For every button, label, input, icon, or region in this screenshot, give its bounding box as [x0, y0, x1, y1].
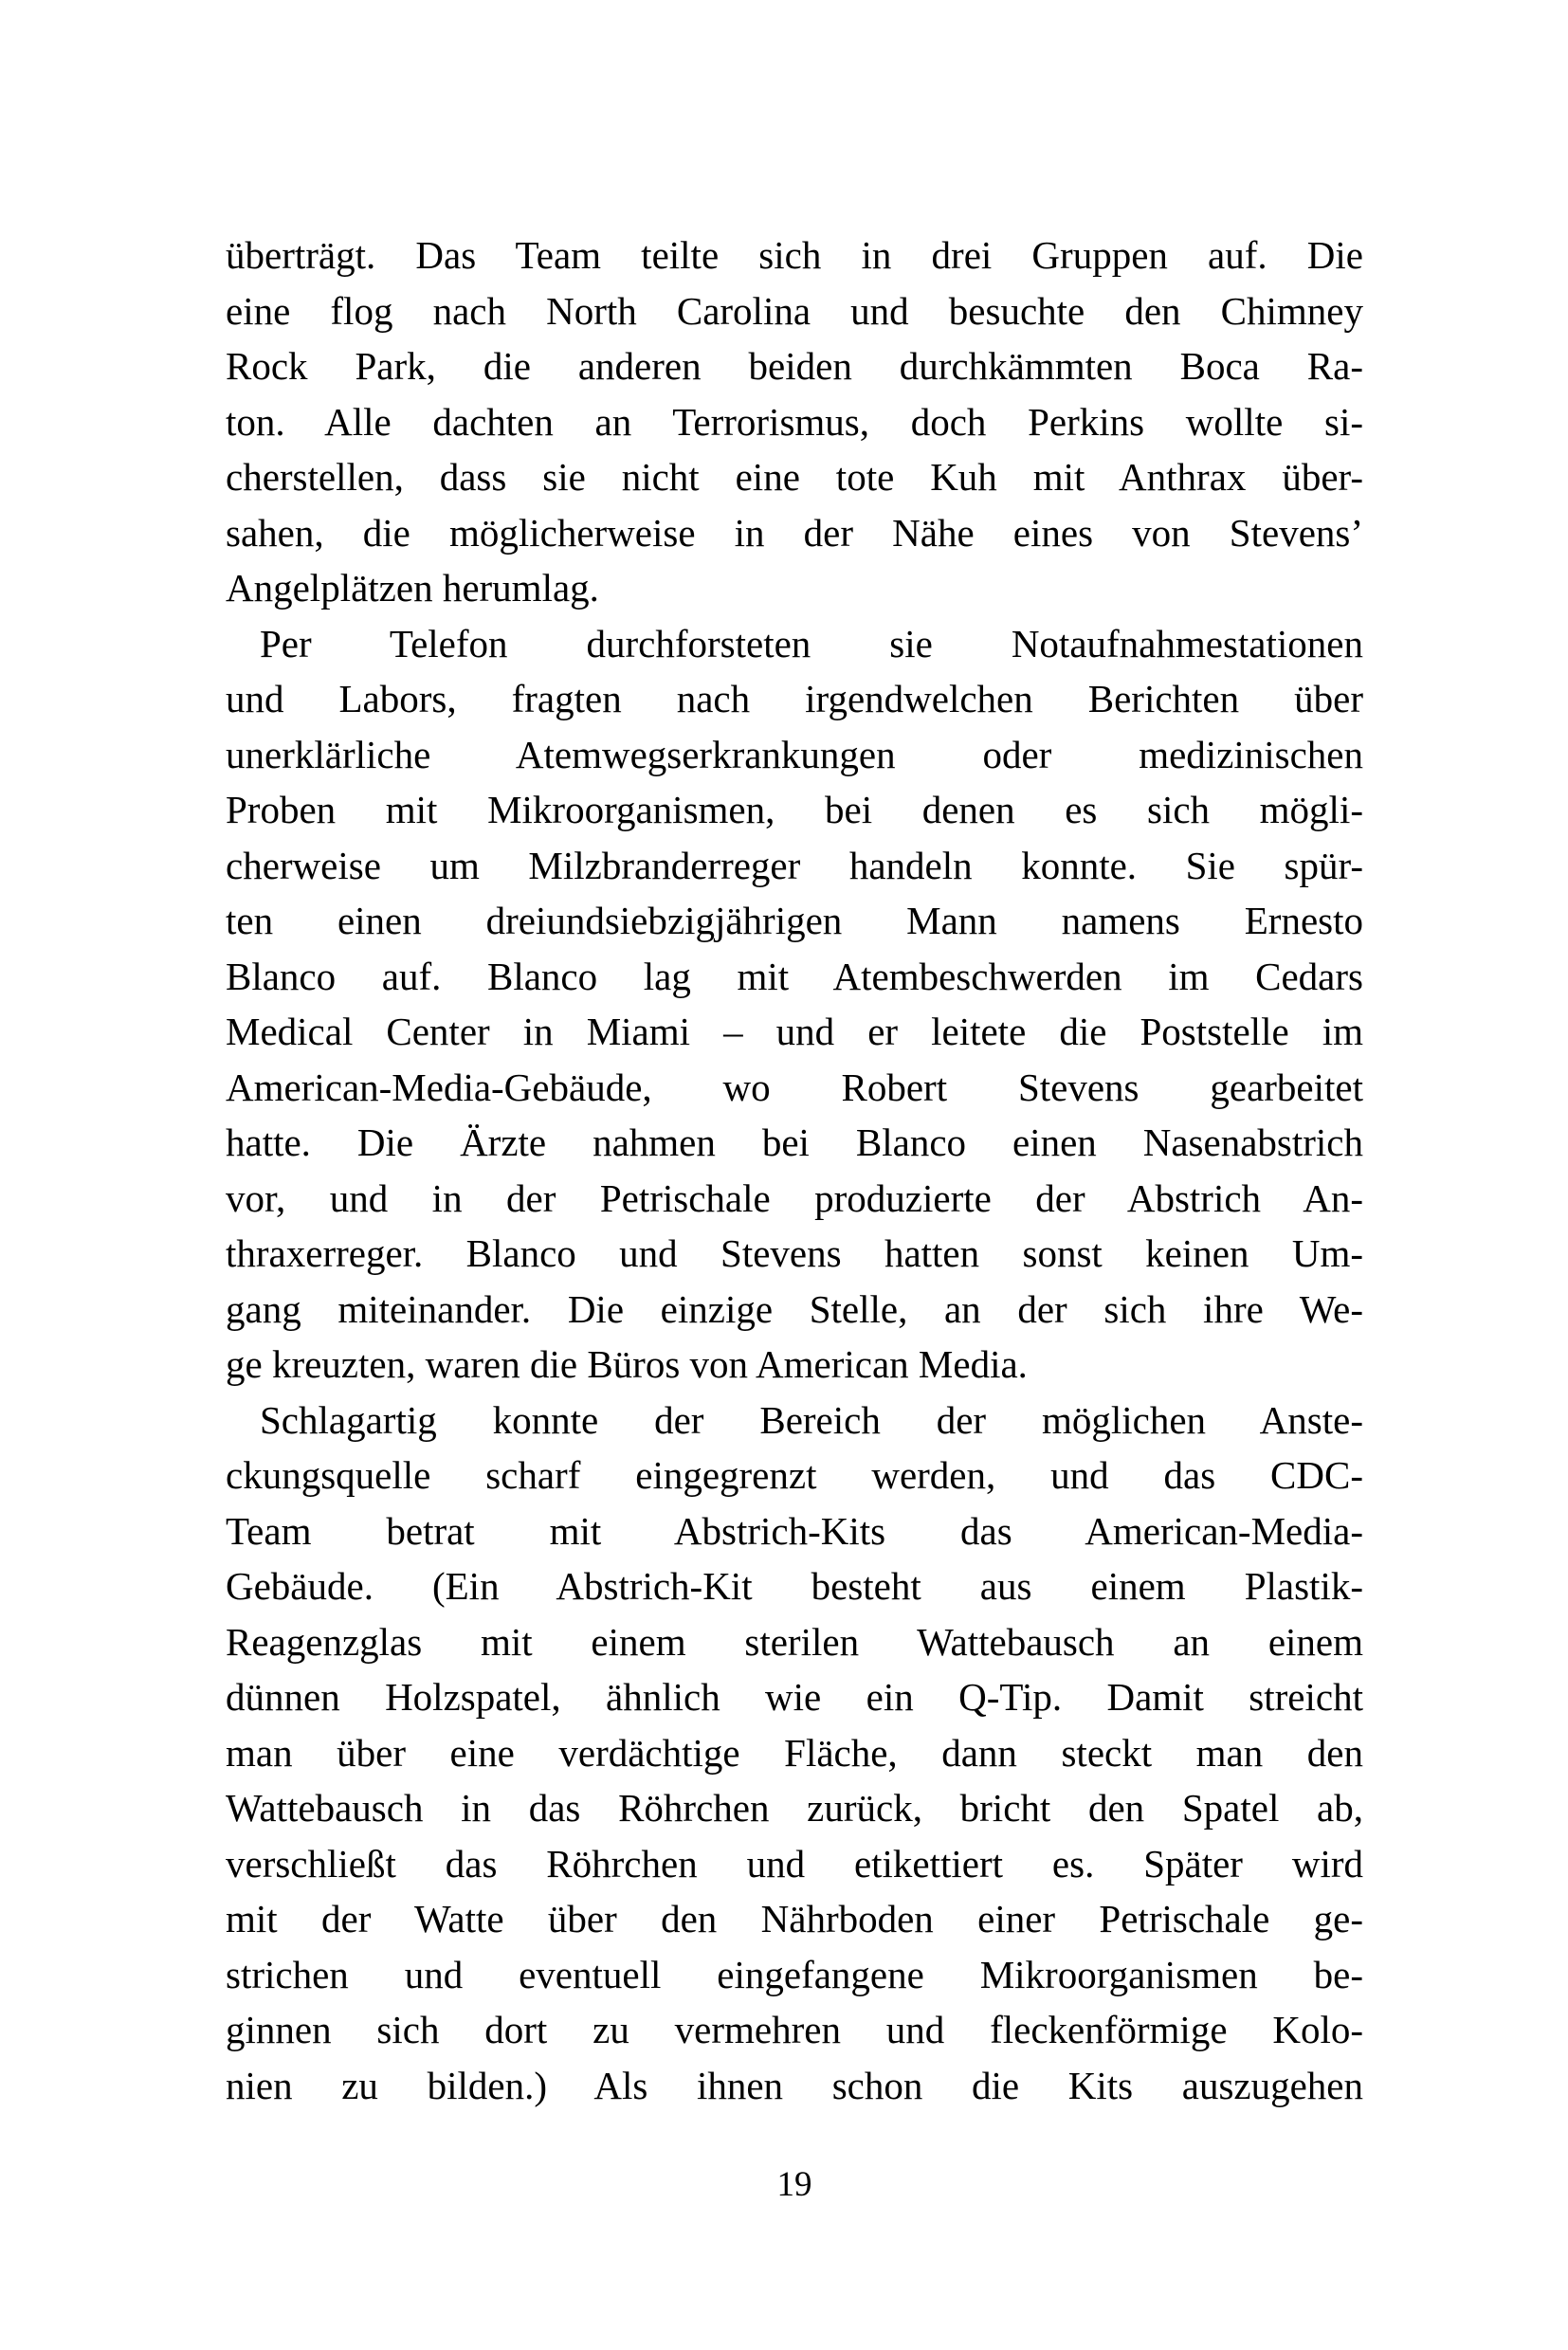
text-line: sahen, die möglicherweise in der Nähe eines von Stevens’ — [226, 510, 1363, 555]
text-line: gang miteinander. Die einzige Stelle, an der sich ihre We- — [226, 1286, 1363, 1331]
text-line: Per Telefon durchforsteten sie Notaufnahmestationen — [260, 621, 1363, 665]
text-block — [226, 228, 1363, 2113]
text-line: und Labors, fragten nach irgendwelchen Berichten über — [226, 677, 1363, 720]
page-number: 19 — [776, 2165, 812, 2204]
text-line: Schlagartig konnte der Bereich der möglichen Anste- — [260, 1397, 1363, 1442]
text-line: überträgt. Das Team teilte sich in drei Gruppen auf. Die — [226, 233, 1363, 277]
text-line: hatte. Die Ärzte nahmen bei Blanco einen Nasenabstrich — [226, 1120, 1363, 1164]
text-line: verschließt das Röhrchen und etikettiert es. Später wird — [226, 1841, 1363, 1885]
paragraph — [226, 616, 1363, 1393]
text-line: Wattebausch in das Röhrchen zurück, bricht den Spatel ab, — [226, 1786, 1363, 1830]
text-line: Medical Center in Miami – und er leitete die Poststelle im — [226, 1010, 1363, 1053]
text-line: ginnen sich dort zu vermehren und fleckenförmige Kolo- — [226, 2008, 1363, 2051]
text-line: strichen und eventuell eingefangene Mikroorganismen be- — [226, 1952, 1363, 1996]
text-line: Angelplätzen herumlag. — [226, 566, 599, 610]
text-line: Blanco auf. Blanco lag mit Atembeschwerden im Cedars — [226, 954, 1363, 998]
text-line: Proben mit Mikroorganismen, bei denen es sich mögli- — [226, 788, 1363, 831]
text-line: cherweise um Milzbranderreger handeln konnte. Sie spür- — [226, 843, 1363, 887]
text-line: thraxerreger. Blanco und Stevens hatten sonst keinen Um- — [226, 1231, 1363, 1275]
text-line: ge kreuzten, waren die Büros von American Media. — [226, 1342, 1028, 1386]
text-line: eine flog nach North Carolina und besuchte den Chimney — [226, 288, 1363, 333]
text-line: man über eine verdächtige Fläche, dann steckt man den — [226, 1730, 1363, 1775]
text-line: ton. Alle dachten an Terrorismus, doch Perkins wollte si- — [226, 399, 1363, 444]
text-line: Reagenzglas mit einem sterilen Wattebausch an einem — [226, 1619, 1363, 1664]
text-line: nien zu bilden.) Als ihnen schon die Kits auszugehen — [226, 2063, 1363, 2107]
text-line: Rock Park, die anderen beiden durchkämmten Boca Ra- — [226, 344, 1363, 388]
paragraph — [226, 228, 1363, 616]
text-line: mit der Watte über den Nährboden einer Petrischale ge- — [226, 1897, 1363, 1940]
text-line: ten einen dreiundsiebzigjährigen Mann namens Ernesto — [226, 899, 1363, 942]
paragraph — [226, 1393, 1363, 2114]
text-line: American-Media-Gebäude, wo Robert Stevens gearbeitet — [226, 1065, 1363, 1109]
text-line: unerklärliche Atemwegserkrankungen oder medizinischen — [226, 732, 1363, 776]
text-line: Team betrat mit Abstrich-Kits das American-Media- — [226, 1508, 1363, 1553]
text-line: cherstellen, dass sie nicht eine tote Kuh mit Anthrax über- — [226, 455, 1363, 499]
text-line: ckungsquelle scharf eingegrenzt werden, und das CDC- — [226, 1453, 1363, 1497]
text-line: Gebäude. (Ein Abstrich-Kit besteht aus einem Plastik- — [226, 1564, 1363, 1608]
text-line: vor, und in der Petrischale produzierte der Abstrich An- — [226, 1175, 1363, 1220]
text-line: dünnen Holzspatel, ähnlich wie ein Q-Tip. Damit streicht — [226, 1675, 1363, 1719]
